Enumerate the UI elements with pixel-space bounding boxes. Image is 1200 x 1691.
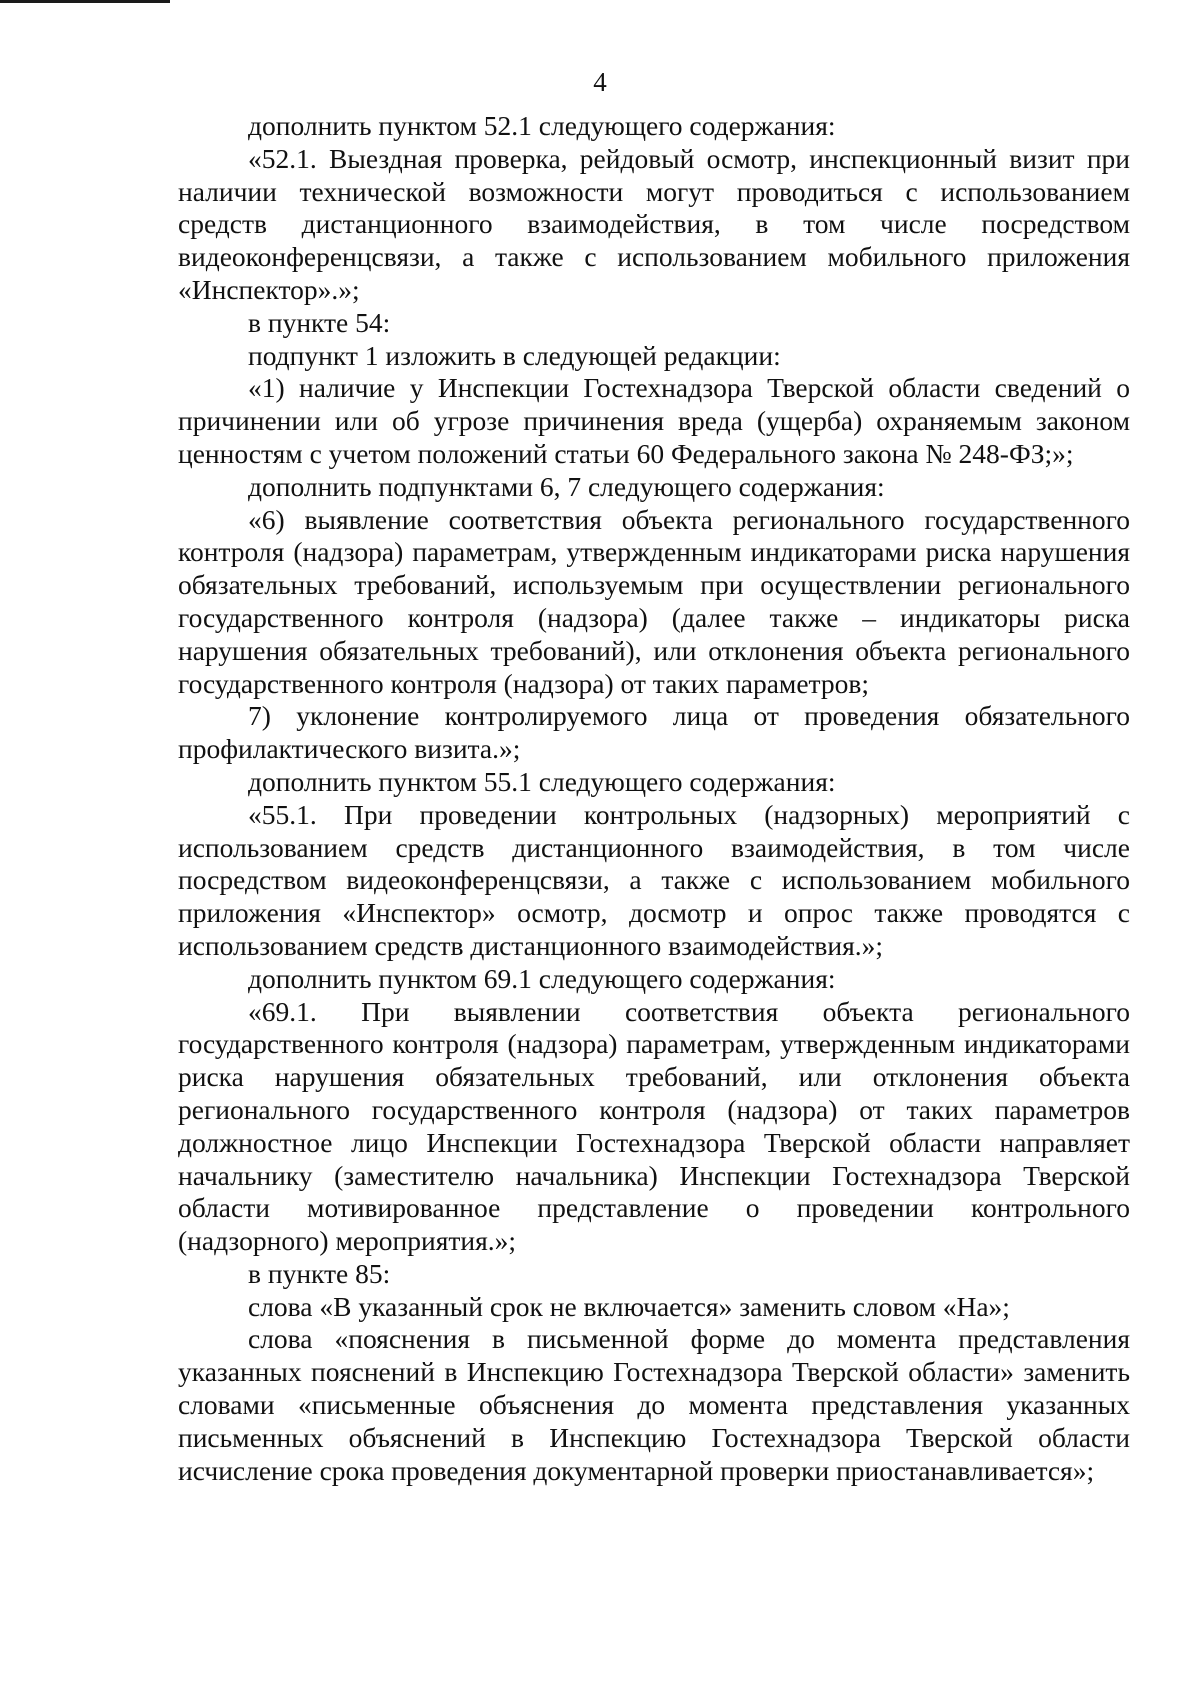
- document-body: [178, 110, 1130, 1487]
- paragraph-point-54: в пункте 54:: [248, 306, 391, 338]
- paragraph-subpoint-6: «6) выявление соответствия объекта регионального государственного контроля (надзора) параметрам, утвержденным индикаторами риска нарушения обязательных требований, используемым при осуществлении регионального государственного контроля (надзора) (далее также – индикаторы риска нарушения обязательных требований), или отклонения объекта регионального государственного контроля (надзора) от таких параметров;: [178, 503, 1130, 699]
- page-number: 4: [593, 67, 607, 97]
- paragraph-add-subpoints-6-7: дополнить подпунктами 6, 7 следующего содержания:: [248, 470, 885, 502]
- paragraph-point-85: в пункте 85:: [248, 1257, 391, 1289]
- scan-edge-mark: [0, 0, 170, 3]
- paragraph-add-52-1: дополнить пунктом 52.1 следующего содержания:: [248, 110, 836, 141]
- paragraph-add-69-1: дополнить пунктом 69.1 следующего содержания:: [248, 962, 836, 994]
- paragraph-subpoint-7: 7) уклонение контролируемого лица от проведения обязательного профилактического визита.»;: [178, 700, 1130, 765]
- paragraph-words-replace-1: слова «В указанный срок не включается» заменить словом «На»;: [248, 1290, 1010, 1322]
- paragraph-words-replace-2: слова «пояснения в письменной форме до момента представления указанных пояснений в Инспекцию Гостехнадзора Тверской области» заменить словами «письменные объяснения до момента представления указанных письменных объяснений в Инспекцию Гостехнадзора Тверской области исчисление срока проведения документарной проверки приостанавливается»;: [178, 1323, 1130, 1486]
- paragraph-subpoint-1-edit: подпункт 1 изложить в следующей редакции:: [248, 339, 781, 371]
- paragraph-55-1: «55.1. При проведении контрольных (надзорных) мероприятий с использованием средств дистанционного взаимодействия, в том числе посредством видеоконференцсвязи, а также с использованием мобильного приложения «Инспектор» осмотр, досмотр и опрос также проводятся с использованием средств дистанционного взаимодействия.»;: [178, 798, 1130, 961]
- paragraph-52-1: «52.1. Выездная проверка, рейдовый осмотр, инспекционный визит при наличии технической возможности могут проводиться с использованием средств дистанционного взаимодействия, в том числе посредством видеоконференцсвязи, а также с использованием мобильного приложения «Инспектор».»;: [178, 142, 1130, 305]
- paragraph-add-55-1: дополнить пунктом 55.1 следующего содержания:: [248, 765, 836, 797]
- paragraph-69-1: «69.1. При выявлении соответствия объекта регионального государственного контроля (надзора) параметрам, утвержденным индикаторами риска нарушения обязательных требований, или отклонения объекта регионального государственного контроля (надзора) от таких параметров должностное лицо Инспекции Гостехнадзора Тверской области направляет начальнику (заместителю начальника) Инспекции Гостехнадзора Тверской области мотивированное представление о проведении контрольного (надзорного) мероприятия.»;: [178, 995, 1130, 1257]
- paragraph-subpoint-1: «1) наличие у Инспекции Гостехнадзора Тверской области сведений о причинении или об угрозе причинения вреда (ущерба) охраняемым законом ценностям с учетом положений статьи 60 Федерального закона № 248-ФЗ;»;: [178, 372, 1130, 469]
